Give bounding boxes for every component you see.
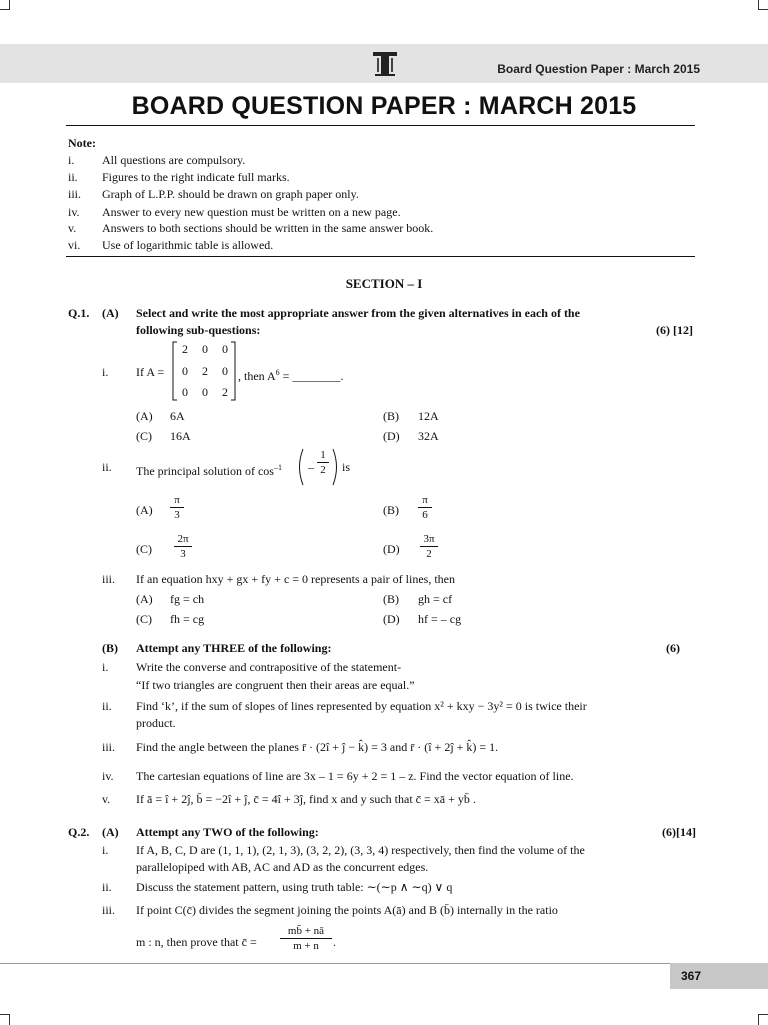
note-text: Use of logarithmic table is allowed.: [102, 238, 274, 252]
question-text: If ā = î + 2ĵ, b̄ = −2î + ĵ, c̄ = 4î + 3ĵ, find x and y such that c̄ = xā + yb̄ .: [136, 792, 476, 806]
math-text: is: [342, 460, 351, 474]
math-text: –: [308, 460, 314, 474]
page-title: BOARD QUESTION PAPER : MARCH 2015: [131, 92, 637, 120]
instruction: following sub-questions:: [136, 323, 261, 337]
sub-question-number: iii.: [102, 572, 116, 586]
note-num: vi.: [68, 238, 81, 252]
math-text: The principal solution of $\cos^{-1}$: [136, 463, 282, 478]
crop-mark-top-right: [758, 0, 768, 10]
instruction: Attempt any TWO of the following:: [136, 825, 319, 839]
math-text: If A =: [136, 365, 165, 379]
sub-question-number: ii.: [102, 699, 112, 713]
part-label: (B): [102, 641, 118, 655]
sub-question-number: iv.: [102, 769, 114, 783]
option-text: fh = cg: [170, 612, 205, 626]
note-num: ii.: [68, 170, 78, 184]
matrix-cell: 2: [182, 342, 188, 356]
note-num: v.: [68, 221, 77, 235]
sub-question-number: i.: [102, 365, 109, 379]
option-text: gh = cf: [418, 592, 453, 606]
option-label: (A): [136, 503, 153, 517]
sub-question-number: iii.: [102, 903, 116, 917]
option-label: (D): [383, 542, 400, 556]
option-label: (B): [383, 409, 399, 423]
question-text: Find the angle between the planes r̄ · (2î + ĵ − k̂) = 3 and r̄ · (î + 2ĵ + k̂) = 1.: [136, 740, 499, 754]
option-text: hf = – cg: [418, 612, 462, 626]
question-text: m : n, then prove that c̄ =: [136, 935, 257, 949]
note-text: Answers to both sections should be written in the same answer book.: [102, 221, 434, 235]
question-text: If an equation hxy + gx + fy + c = 0 represents a pair of lines, then: [136, 572, 455, 586]
part-label: (A): [102, 825, 119, 839]
marks: (6) [12]: [656, 323, 693, 337]
fraction: 3π 2: [420, 533, 438, 560]
matrix-cell: 0: [202, 385, 208, 399]
note-text: All questions are compulsory.: [102, 153, 246, 167]
title-rule: [66, 125, 695, 126]
fraction: mb̄ + nā m + n: [280, 925, 332, 952]
note-num: i.: [68, 153, 75, 167]
page-footer: [0, 963, 768, 989]
note-heading: Note:: [68, 136, 96, 150]
fraction: π 6: [418, 494, 432, 521]
fraction: π 3: [170, 494, 184, 521]
note-num: iii.: [68, 187, 82, 201]
option-label: (C): [136, 429, 152, 443]
question-text: Find ‘k’, if the sum of slopes of lines represented by equation x² + kxy − 3y² = 0 is twice their: [136, 699, 587, 713]
marks: (6)[14]: [662, 825, 696, 839]
sub-question-number: iii.: [102, 740, 116, 754]
question-text: If point C(c̄) divides the segment joining the points A(ā) and B (b̄) internally in the ratio: [136, 903, 558, 917]
fraction: 1 2: [317, 449, 329, 476]
sub-question-number: ii.: [102, 880, 112, 894]
matrix-cell: 2: [222, 385, 228, 399]
sub-question-number: i.: [102, 660, 109, 674]
option-label: (C): [136, 542, 152, 556]
matrix-cell: 0: [202, 342, 208, 356]
matrix-cell: 0: [222, 342, 228, 356]
option-label: (A): [136, 592, 153, 606]
publisher-logo-icon: [369, 48, 401, 78]
question-number: Q.2.: [68, 825, 90, 839]
sub-question-number: v.: [102, 792, 111, 806]
note-text: Answer to every new question must be written on a new page.: [102, 205, 401, 219]
instruction: Attempt any THREE of the following:: [136, 641, 332, 655]
section-title: SECTION – I: [345, 276, 423, 291]
question-text: parallelopiped with AB, AC and AD as the concurrent edges.: [136, 860, 429, 874]
option-label: (A): [136, 409, 153, 423]
matrix-cell: 2: [202, 364, 208, 378]
question-text: product.: [136, 716, 176, 730]
option-text: 16A: [170, 429, 191, 443]
running-title: Board Question Paper : March 2015: [497, 62, 700, 76]
note-rule: [66, 256, 695, 257]
question-text: Discuss the statement pattern, using truth table: ∼(∼p ∧ ∼q) ∨ q: [136, 880, 453, 894]
option-label: (C): [136, 612, 152, 626]
math-text: .: [333, 935, 336, 949]
matrix-cell: 0: [222, 364, 228, 378]
option-text: 12A: [418, 409, 439, 423]
option-text: 32A: [418, 429, 439, 443]
note-text: Figures to the right indicate full marks.: [102, 170, 290, 184]
page-number: 367: [681, 969, 702, 983]
footer-rule: [0, 963, 670, 964]
option-label: (B): [383, 592, 399, 606]
matrix-cell: 0: [182, 385, 188, 399]
note-text: Graph of L.P.P. should be drawn on graph paper only.: [102, 187, 359, 201]
note-num: iv.: [68, 205, 80, 219]
fraction: 2π 3: [174, 533, 192, 560]
option-label: (D): [383, 612, 400, 626]
question-text: “If two triangles are congruent then their areas are equal.”: [136, 678, 415, 692]
option-text: 6A: [170, 409, 185, 423]
question-text: Write the converse and contrapositive of the statement-: [136, 660, 402, 674]
crop-mark-top-left: [0, 0, 10, 10]
part-label: (A): [102, 306, 119, 320]
option-label: (D): [383, 429, 400, 443]
question-number: Q.1.: [68, 306, 90, 320]
matrix-cell: 0: [182, 364, 188, 378]
instruction: Select and write the most appropriate answer from the given alternatives in each of the: [136, 306, 580, 320]
crop-mark-bottom-right: [758, 1014, 768, 1025]
question-text: If A, B, C, D are (1, 1, 1), (2, 1, 3), (3, 2, 2), (3, 3, 4) respectively, then find the volume of the: [136, 843, 585, 857]
math-text: , then $A^6$ = ________.: [238, 368, 344, 383]
crop-mark-bottom-left: [0, 1014, 10, 1025]
option-label: (B): [383, 503, 399, 517]
marks: (6): [666, 641, 680, 655]
option-text: fg = ch: [170, 592, 205, 606]
sub-question-number: ii.: [102, 460, 112, 474]
question-text: The cartesian equations of line are 3x – 1 = 6y + 2 = 1 – z. Find the vector equation of line.: [136, 769, 574, 783]
sub-question-number: i.: [102, 843, 109, 857]
